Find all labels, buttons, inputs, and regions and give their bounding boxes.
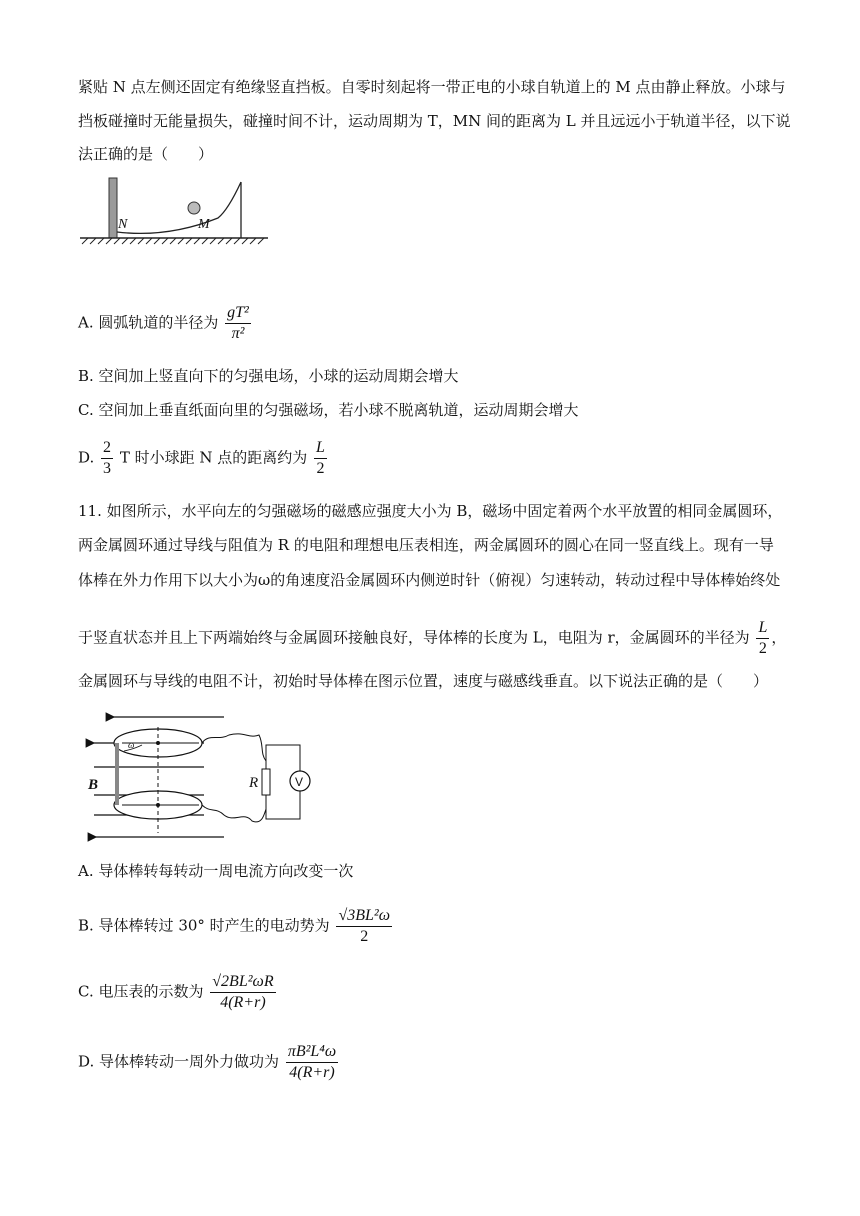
q11-line-3: 体棒在外力作用下以大小为ω的角速度沿金属圆环内侧逆时针（俯视）匀速转动，转动过程中导体棒始终处 [78, 571, 781, 589]
q10-line-1: 紧贴 N 点左侧还固定有绝缘竖直挡板。自零时刻起将一带正电的小球自轨道上的 M 点由静止释放。小球与 [78, 78, 786, 96]
q11-option-c-fraction: $\frac{\text{√2BL²ωR}}{4(R+r)}$ [212, 973, 274, 1011]
q11-option-b: B. 导体棒转过 30° 时产生的电动势为 $\frac{\text{√3BL²ω}}{2}$ [78, 907, 391, 945]
label-omega: ω [128, 740, 135, 750]
q11-option-b-fraction: $\frac{\text{√3BL²ω}}{2}$ [338, 907, 391, 945]
q10-line-2: 挡板碰撞时无能量损失，碰撞时间不计，运动周期为 T，MN 间的距离为 L 并且远远小于轨道半径，以下说 [78, 112, 791, 130]
q11-line-2: 两金属圆环通过导线与阻值为 R 的电阻和理想电压表相连，两金属圆环的圆心在同一竖直线上。现有一导 [78, 536, 774, 554]
label-m: M [198, 217, 210, 232]
q11-option-c: C. 电压表的示数为 $\frac{\text{√2BL²ωR}}{4(R+r)}$ [78, 973, 274, 1011]
label-r: R [249, 775, 259, 791]
label-v: V [295, 775, 304, 789]
q11-circuit-figure [84, 705, 344, 843]
label-n: N [118, 217, 128, 232]
q11-line-1: 11. 如图所示，水平向左的匀强磁场的磁感应强度大小为 B，磁场中固定着两个水平放置的相同金属圆环， [78, 502, 783, 520]
q10-track-figure [78, 172, 278, 252]
q11-option-a: A. 导体棒转每转动一周电流方向改变一次 [78, 862, 354, 880]
q11-line-5: 金属圆环与导线的电阻不计，初始时导体棒在图示位置，速度与磁感线垂直。以下说法正确的是（ ） [78, 672, 769, 690]
q10-option-b: B. 空间加上竖直向下的匀强电场，小球的运动周期会增大 [78, 367, 459, 385]
q11-option-d-fraction: $\frac{\text{πB²L⁴ω}}{4(R+r)}$ [287, 1043, 337, 1081]
label-b: B [88, 777, 99, 793]
q11-option-d: D. 导体棒转动一周外力做功为 $\frac{\text{πB²L⁴ω}}{4(R+r)}$ [78, 1043, 337, 1081]
q11-radius-fraction: $\frac{L}{2}$ [758, 619, 768, 657]
q10-option-d-fraction-1: $\frac{2}{3}$ [103, 439, 112, 477]
q10-option-a [78, 303, 253, 344]
q10-option-a-fraction: $\frac{\text{gT²}}{\text{π²}}$ [227, 304, 249, 342]
q10-option-c: C. 空间加上垂直纸面向里的匀强磁场，若小球不脱离轨道，运动周期会增大 [78, 401, 579, 419]
q10-line-3: 法正确的是（ ） [78, 145, 214, 163]
q10-option-d-fraction-2: $\frac{L}{2}$ [316, 439, 325, 477]
q11-line-4: 于竖直状态并且上下两端始终与金属圆环接触良好，导体棒的长度为 L，电阻为 r，金属圆环的半径为 $\frac{L}{2}$ ， [78, 619, 787, 657]
q10-option-d: D. $\frac{2}{3}$ T 时小球距 N 点的距离约为 $\frac{L}{2}$ [78, 439, 325, 477]
q10-option-a-text: A. 圆弧轨道的半径为 [78, 313, 219, 332]
